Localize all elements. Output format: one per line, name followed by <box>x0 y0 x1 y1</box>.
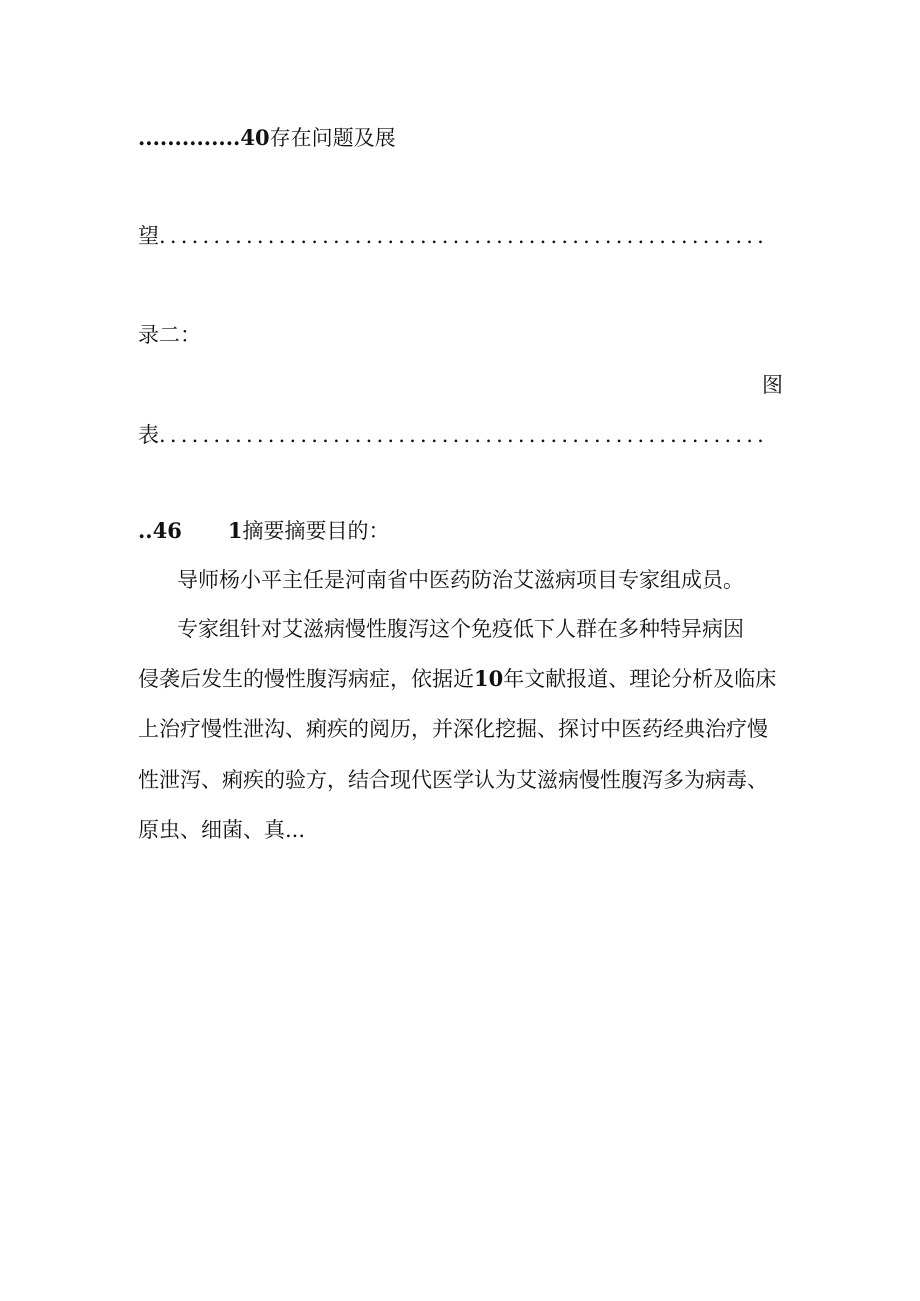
body-paragraph-2-line-1 <box>177 614 827 644</box>
toc-entry-figure-char <box>762 370 783 400</box>
toc-entry-problems <box>138 123 396 153</box>
paragraph-text: 侵袭后发生的慢性腹泻病症，依据近 <box>138 667 474 691</box>
toc-leader-dots: .............. <box>138 125 241 150</box>
toc-title: 图 <box>762 373 783 397</box>
paragraph-text: 上治疗慢性泄沟、痢疾的阅历，并深化挖掘、探讨中医药经典治疗慢 <box>138 717 768 741</box>
toc-title: 表 <box>138 423 159 447</box>
paragraph-text: 性泄泻、痢疾的验方，结合现代医学认为艾滋病慢性腹泻多为病毒、 <box>138 768 768 792</box>
paragraph-text: 年文献报道、理论分析及临床 <box>503 667 777 691</box>
toc-leader-dots: ........................................................ <box>159 224 769 248</box>
paragraph-text: 导师杨小平主任是河南省中医药防治艾滋病项目专家组成员。 <box>177 568 744 592</box>
section-heading: 摘要摘要目的： <box>242 519 390 543</box>
paragraph-text: 专家组针对艾滋病慢性腹泻这个免疫低下人群在多种特异病因 <box>177 617 744 641</box>
toc-page-number: 40 <box>240 125 270 150</box>
toc-entry-outlook <box>138 221 768 251</box>
section-number: 1 <box>227 518 243 543</box>
toc-title: 存在问题及展 <box>269 126 396 150</box>
toc-page-number: ..46 <box>138 518 182 543</box>
toc-leader-dots: ........................................................ <box>159 423 769 447</box>
paragraph-text: 原虫、细菌、真... <box>138 818 306 842</box>
toc-title: 望 <box>138 224 159 248</box>
toc-entry-figures-tables <box>138 420 768 450</box>
body-paragraph-2-line-3 <box>138 714 788 744</box>
toc-title: 录二： <box>138 323 201 347</box>
body-paragraph-2-line-4 <box>138 765 788 795</box>
body-paragraph-2-line-2 <box>138 664 788 694</box>
body-paragraph-2-line-5 <box>138 815 788 845</box>
body-paragraph-1 <box>177 565 827 595</box>
toc-entry-appendix-two <box>138 320 201 350</box>
paragraph-number: 10 <box>474 666 504 691</box>
toc-entry-abstract <box>138 516 389 546</box>
